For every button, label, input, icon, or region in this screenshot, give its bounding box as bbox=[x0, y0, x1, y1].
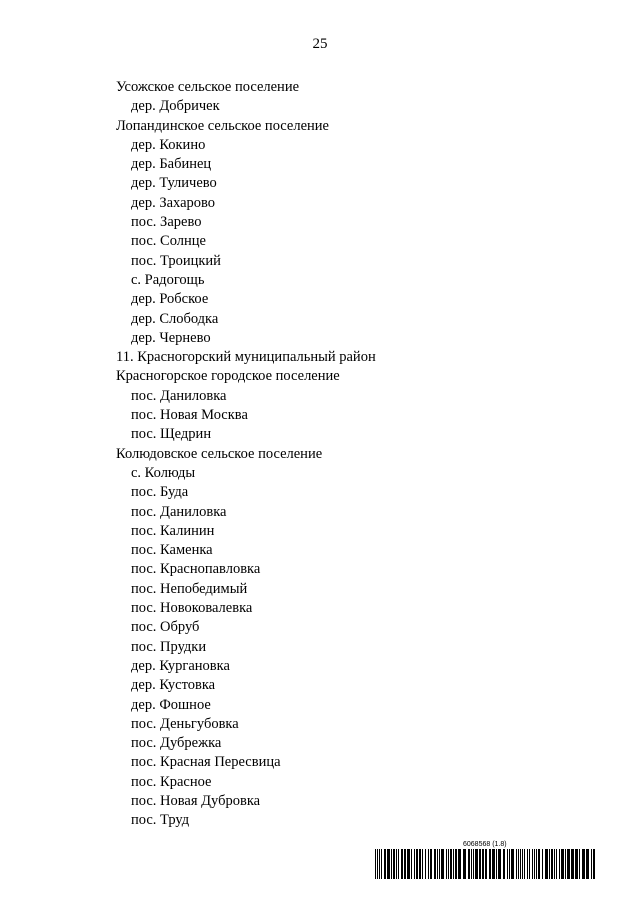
barcode-bar bbox=[482, 849, 484, 879]
barcode-bar bbox=[556, 849, 557, 879]
barcode-bar bbox=[450, 849, 452, 879]
barcode-bar bbox=[463, 849, 466, 879]
barcode-bar bbox=[471, 849, 472, 879]
barcode-bar bbox=[428, 849, 429, 879]
settlement-item: пос. Дубрежка bbox=[131, 735, 222, 752]
section-heading: Колюдовское сельское поселение bbox=[116, 445, 323, 462]
settlement-item: дер. Кустовка bbox=[131, 677, 216, 694]
barcode-bar bbox=[404, 849, 406, 879]
barcode-bar bbox=[437, 849, 438, 879]
barcode-bar bbox=[565, 849, 566, 879]
barcode-bar bbox=[503, 849, 505, 879]
barcode-bar bbox=[579, 849, 580, 879]
barcode-image bbox=[375, 849, 595, 879]
section-heading: 11. Красногорский муниципальный район bbox=[116, 349, 376, 366]
barcode-bar bbox=[538, 849, 540, 879]
barcode-bar bbox=[391, 849, 392, 879]
barcode-bar bbox=[393, 849, 395, 879]
barcode-bar bbox=[582, 849, 585, 879]
barcode-bar bbox=[422, 849, 423, 879]
settlement-item: с. Колюды bbox=[131, 464, 196, 481]
barcode-bar bbox=[384, 849, 386, 879]
settlement-item: пос. Труд bbox=[131, 812, 190, 829]
barcode-bar bbox=[375, 849, 376, 879]
barcode-bar bbox=[485, 849, 487, 879]
barcode-bar bbox=[496, 849, 497, 879]
settlement-item: с. Радогощь bbox=[131, 271, 205, 288]
settlement-item: пос. Новая Москва bbox=[131, 407, 248, 424]
barcode-bar bbox=[527, 849, 528, 879]
page-number: 25 bbox=[312, 36, 328, 52]
settlement-item: дер. Кокино bbox=[131, 136, 206, 153]
barcode-bar bbox=[475, 849, 478, 879]
barcode-bar bbox=[387, 849, 390, 879]
barcode-bar bbox=[511, 849, 514, 879]
barcode-bar bbox=[534, 849, 535, 879]
barcode-bar bbox=[401, 849, 403, 879]
barcode-bar bbox=[468, 849, 470, 879]
settlement-item: пос. Зарево bbox=[131, 214, 202, 231]
settlement-item: пос. Прудки bbox=[131, 638, 207, 655]
section-heading: Усожское сельское поселение bbox=[116, 79, 300, 95]
barcode-bar bbox=[571, 849, 574, 879]
settlement-item: пос. Даниловка bbox=[131, 387, 227, 404]
barcode-bar bbox=[567, 849, 570, 879]
barcode-bar bbox=[441, 849, 444, 879]
barcode-bar bbox=[498, 849, 501, 879]
barcode-bar bbox=[455, 849, 457, 879]
section-heading: Лопандинское сельское поселение bbox=[116, 117, 329, 134]
barcode-bar bbox=[398, 849, 399, 879]
barcode-bar bbox=[549, 849, 550, 879]
barcode-bar bbox=[586, 849, 589, 879]
settlement-item: дер. Слободка bbox=[131, 310, 219, 327]
settlement-item: пос. Обруб bbox=[131, 619, 200, 636]
settlement-item: пос. Непобедимый bbox=[131, 580, 248, 597]
barcode-bar bbox=[453, 849, 454, 879]
settlement-item: дер. Туличево bbox=[131, 175, 217, 192]
barcode-bar bbox=[448, 849, 449, 879]
barcode-bar bbox=[407, 849, 410, 879]
settlement-item: пос. Деньгубовка bbox=[131, 715, 239, 732]
barcode-bar bbox=[446, 849, 447, 879]
settlement-item: пос. Каменка bbox=[131, 542, 213, 559]
settlement-item: дер. Добричек bbox=[131, 98, 220, 115]
settlement-item: пос. Новоковалевка bbox=[131, 600, 253, 617]
barcode-bar bbox=[591, 849, 592, 879]
settlement-item: пос. Красное bbox=[131, 773, 212, 790]
document-stamp: 6068568 (1.8) bbox=[463, 841, 507, 848]
settlement-item: пос. Новая Дубровка bbox=[131, 792, 261, 809]
barcode-bar bbox=[522, 849, 523, 879]
barcode-bar bbox=[545, 849, 548, 879]
settlement-item: пос. Буда bbox=[131, 484, 189, 501]
barcode-bar bbox=[554, 849, 555, 879]
settlement-item: пос. Даниловка bbox=[131, 503, 227, 520]
barcode-bar bbox=[593, 849, 595, 879]
barcode-bar bbox=[379, 849, 380, 879]
barcode-bar bbox=[516, 849, 517, 879]
barcode-bar bbox=[509, 849, 510, 879]
settlement-item: пос. Щедрин bbox=[131, 426, 212, 443]
barcode-bar bbox=[439, 849, 440, 879]
barcode-bar bbox=[430, 849, 432, 879]
settlement-item: пос. Солнце bbox=[131, 233, 206, 250]
barcode-bar bbox=[559, 849, 560, 879]
barcode-bar bbox=[542, 849, 543, 879]
barcode-bar bbox=[419, 849, 421, 879]
barcode-bar bbox=[458, 849, 461, 879]
barcode-bar bbox=[492, 849, 495, 879]
settlement-item: дер. Захарово bbox=[131, 194, 216, 211]
barcode-bar bbox=[381, 849, 382, 879]
settlement-item: дер. Фошное bbox=[131, 696, 211, 713]
barcode-bar bbox=[575, 849, 578, 879]
barcode-bar bbox=[479, 849, 481, 879]
barcode-bar bbox=[551, 849, 553, 879]
barcode-bar bbox=[518, 849, 519, 879]
settlement-item: пос. Краснопавловка bbox=[131, 561, 261, 578]
barcode-bar bbox=[414, 849, 415, 879]
settlement-item: пос. Калинин bbox=[131, 522, 215, 539]
barcode-bar bbox=[489, 849, 491, 879]
barcode-bar bbox=[473, 849, 474, 879]
barcode-bar bbox=[561, 849, 564, 879]
settlement-item: дер. Бабинец bbox=[131, 156, 212, 173]
settlement-item: пос. Троицкий bbox=[131, 252, 221, 269]
barcode-bar bbox=[520, 849, 521, 879]
barcode-bar bbox=[416, 849, 418, 879]
barcode-bar bbox=[529, 849, 530, 879]
barcode-bar bbox=[377, 849, 378, 879]
settlement-list bbox=[116, 78, 376, 831]
settlement-item: пос. Красная Пересвица bbox=[131, 754, 281, 771]
barcode-bar bbox=[411, 849, 412, 879]
section-heading: Красногорское городское поселение bbox=[116, 368, 340, 385]
barcode-bar bbox=[524, 849, 525, 879]
barcode-bar bbox=[536, 849, 537, 879]
barcode-bar bbox=[425, 849, 426, 879]
barcode-bar bbox=[532, 849, 533, 879]
barcode-bar bbox=[396, 849, 397, 879]
settlement-item: дер. Робское bbox=[131, 291, 209, 308]
barcode-bar bbox=[507, 849, 508, 879]
settlement-item: дер. Чернево bbox=[131, 329, 211, 346]
settlement-item: дер. Кургановка bbox=[131, 657, 230, 674]
barcode-bar bbox=[434, 849, 436, 879]
